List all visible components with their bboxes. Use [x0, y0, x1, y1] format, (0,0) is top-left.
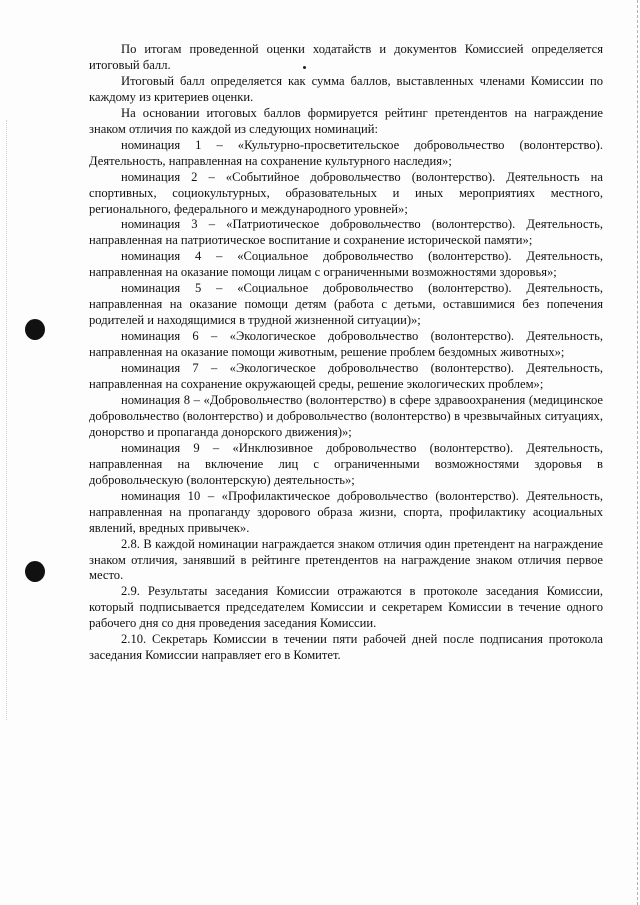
nomination-2: номинация 2 – «Событийное добровольчество (волонтерство). Деятельность на спортивных, социокультурных, образовательных и иных мероприятиях местного, регионального, федерального и международного уровней»; — [89, 169, 603, 216]
nomination-6: номинация 6 – «Экологическое добровольчество (волонтерство). Деятельность, направленная на оказание помощи животным, решение проблем бездомных животных»; — [89, 329, 603, 360]
scan-right-edge — [636, 0, 638, 905]
paragraph-final-score: По итогам проведенной оценки ходатайств и документов Комиссией определяется итоговый балл. — [89, 42, 603, 72]
nomination-4: номинация 4 – «Социальное добровольчество (волонтерство). Деятельность, направленная на оказание помощи лицам с ограниченными возможностями здоровья»; — [89, 249, 603, 280]
paragraph-score-sum: Итоговый балл определяется как сумма баллов, выставленных членами Комиссии по каждому из критериев оценки. — [89, 73, 603, 104]
nomination-3: номинация 3 – «Патриотическое добровольчество (волонтерство). Деятельность, направленная на патриотическое воспитание и сохранение исторической памяти»; — [89, 217, 603, 248]
scan-edge-mark — [6, 120, 8, 720]
clause-2-10: 2.10. Секретарь Комиссии в течении пяти рабочей дней после подписания протокола заседания Комиссии направляет его в Комитет. — [89, 632, 603, 663]
clause-2-9: 2.9. Результаты заседания Комиссии отражаются в протоколе заседания Комиссии, который подписывается председателем Комиссии и секретарем Комиссии в течение одного рабочего дня со дня проведения заседания Комиссии. — [89, 584, 603, 631]
document-body — [89, 42, 603, 664]
paragraph-rating-intro: На основании итоговых баллов формируется рейтинг претендентов на награждение знаком отличия по каждой из следующих номинаций: — [89, 105, 603, 136]
punch-hole-top — [25, 319, 45, 340]
nomination-1: номинация 1 – «Культурно-просветительское добровольчество (волонтерство). Деятельность, направленная на сохранение культурного наследия»; — [89, 137, 603, 168]
clause-2-8: 2.8. В каждой номинации награждается знаком отличия один претендент на награждение знаком отличия, занявший в рейтинге претендентов на награждение знаком отличия первое место. — [89, 536, 603, 583]
nomination-10: номинация 10 – «Профилактическое добровольчество (волонтерство). Деятельность, направленная на пропаганду здорового образа жизни, спорта, профилактику асоциальных явлений, вредных привычек». — [89, 488, 603, 535]
nomination-7: номинация 7 – «Экологическое добровольчество (волонтерство). Деятельность, направленная на сохранение окружающей среды, решение экологических проблем»; — [89, 361, 603, 392]
nomination-8: номинация 8 – «Добровольчество (волонтерство) в сфере здравоохранения (медицинское добровольчество (волонтерство) и добровольчество (волонтерство) в чрезвычайных ситуациях, донорство и пропаганда донорского движения)»; — [89, 392, 603, 439]
nomination-9: номинация 9 – «Инклюзивное добровольчество (волонтерство). Деятельность, направленная на включение лиц с ограниченными возможностями здоровья в добровольческую (волонтерскую) деятельность»; — [89, 440, 603, 487]
punch-hole-bottom — [25, 561, 45, 582]
nomination-5: номинация 5 – «Социальное добровольчество (волонтерство). Деятельность, направленная на оказание помощи детям (работа с детьми, оставшимися без попечения родителей и находящимися в трудной жизненной ситуации)»; — [89, 281, 603, 328]
